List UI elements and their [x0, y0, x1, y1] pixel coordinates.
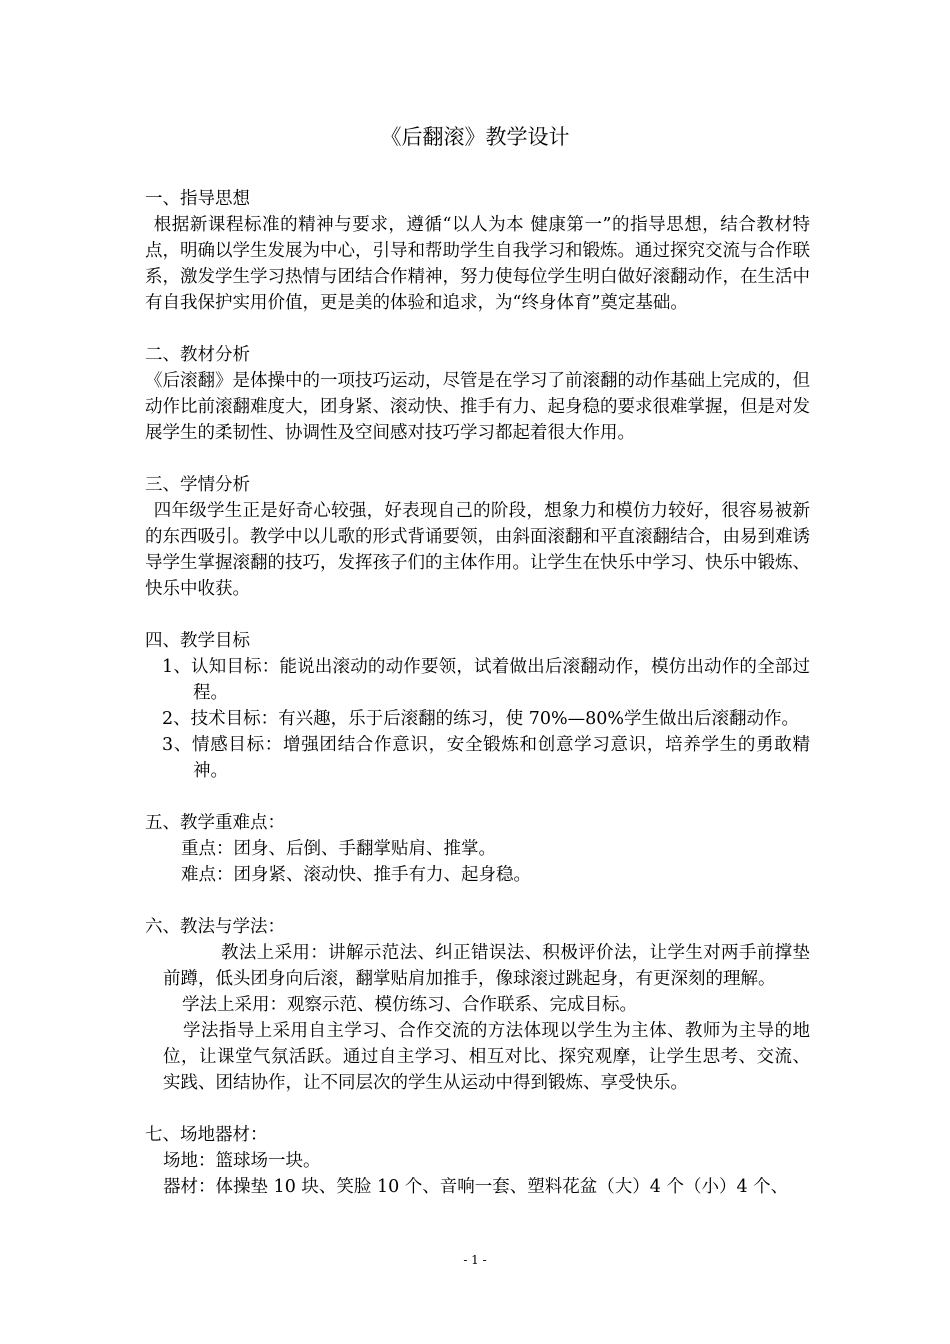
section-6-heading: 六、教法与学法： [145, 917, 285, 937]
section-5-heading: 五、教学重难点： [145, 813, 285, 833]
document-title: 《后翻滚》教学设计 [380, 125, 570, 149]
equipment-text: 器材：体操垫 10 块、笑脸 10 个、音响一套、塑料花盆（大）4 个（小）4 个、 [163, 1177, 789, 1197]
goal-cognitive: 1、认知目标：能说出滚动的动作要领，试着做出后滚翻动作，模仿出动作的全部过程。 [162, 657, 810, 703]
teaching-method: 教法上采用：讲解示范法、纠正错误法、积极评价法，让学生对两手前撑垫前蹲，低头团身向后滚，翻掌贴肩加推手，像球滚过跳起身，有更深刻的理解。 [163, 943, 810, 989]
section-7-heading: 七、场地器材： [145, 1125, 268, 1145]
page-number: - 1 - [463, 1253, 487, 1267]
section-3-body: 四年级学生正是好奇心较强，好表现自己的阶段，想象力和模仿力较好，很容易被新的东西吸引。教学中以儿歌的形式背诵要领，由斜面滚翻和平直滚翻结合，由易到难诱导学生掌握滚翻的技巧，发挥孩子们的主体作用。让学生在快乐中学习、快乐中锻炼、快乐中收获。 [145, 501, 810, 599]
goal-emotional: 3、情感目标：增强团结合作意识，安全锻炼和创意学习意识，培养学生的勇敢精神。 [162, 735, 810, 781]
goal-skill: 2、技术目标：有兴趣，乐于后滚翻的练习，使 70%—80%学生做出后滚翻动作。 [162, 709, 799, 729]
difficult-point: 难点：团身紧、滚动快、推手有力、起身稳。 [181, 865, 531, 885]
venue-text: 场地：篮球场一块。 [163, 1151, 321, 1171]
section-1-heading: 一、指导思想 [145, 189, 250, 209]
section-4-heading: 四、教学目标 [145, 631, 250, 651]
section-2-heading: 二、教材分析 [145, 345, 250, 365]
learning-guidance: 学法指导上采用自主学习、合作交流的方法体现以学生为主体、教师为主导的地位，让课堂气氛活跃。通过自主学习、相互对比、探究观摩，让学生思考、交流、实践、团结协作，让不同层次的学生从运动中得到锻炼、享受快乐。 [163, 1021, 810, 1093]
key-point: 重点：团身、后倒、手翻掌贴肩、推掌。 [181, 839, 496, 859]
section-2-body: 《后滚翻》是体操中的一项技巧运动，尽管是在学习了前滚翻的动作基础上完成的，但动作比前滚翻难度大，团身紧、滚动快、推手有力、起身稳的要求很难掌握，但是对发展学生的柔韧性、协调性及空间感对技巧学习都起着很大作用。 [145, 371, 810, 443]
learning-method: 学法上采用：观察示范、模仿练习、合作联系、完成目标。 [182, 995, 637, 1015]
section-3-heading: 三、学情分析 [145, 475, 250, 495]
section-1-body: 根据新课程标准的精神与要求，遵循“以人为本 健康第一”的指导思想，结合教材特点，明确以学生发展为中心，引导和帮助学生自我学习和锻炼。通过探究交流与合作联系，激发学生学习热情与团结合作精神，努力使每位学生明白做好滚翻动作，在生活中有自我保护实用价值，更是美的体验和追求，为“终身体育”奠定基础。 [145, 215, 810, 313]
document-body [145, 186, 810, 1200]
